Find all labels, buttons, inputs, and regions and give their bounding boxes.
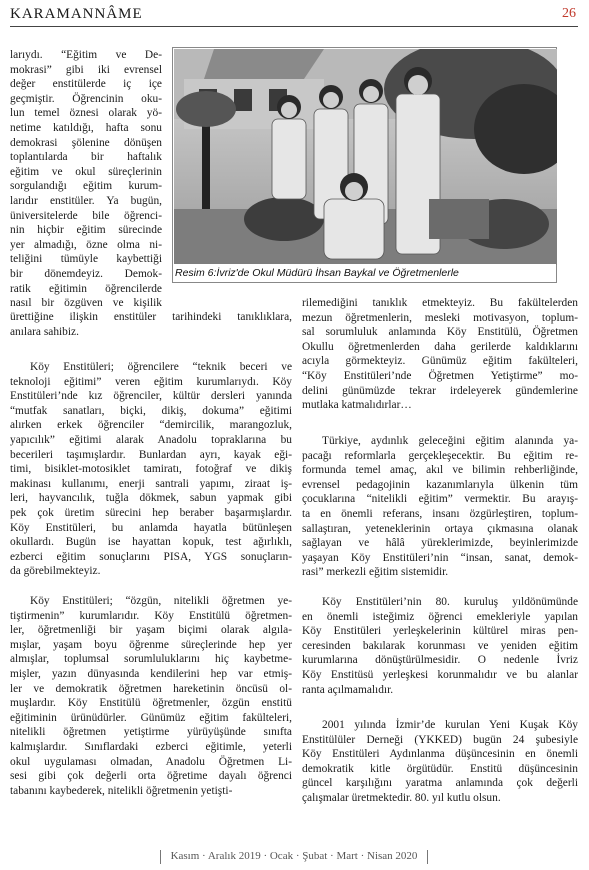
page-number: 26 <box>562 6 576 21</box>
text-line: ceresinden bakılarak korunması ve yeniden eğitim <box>302 639 578 652</box>
text-line: çalışmalar üretmektedir. 80. yıl kutlu olsun. <box>302 791 501 804</box>
left-paragraph-1-continued <box>10 310 292 339</box>
text-line: ürettiğine ilişkin enstitüler tarihindeki tanıklıklara, <box>10 311 292 323</box>
text-line: okul uygulaması olmadan, Anadolu Öğretmen Li- <box>10 755 292 768</box>
text-line: çocuklarına “nitelikli eğitim” vermektir. Bu arayış- <box>302 493 578 506</box>
text-line: formunda temel amaç, akıl ve bilimin rehberliğinde, <box>302 464 578 477</box>
text-line: becerileri taşımışlardır. Bunlardan ayrı, kayak eği- <box>10 448 292 461</box>
text-line: kurumlarına dönüştürülmesidir. O nedenle İvriz <box>302 654 578 667</box>
footer-divider-left <box>160 850 161 864</box>
text-line: “Köy Enstitüleri’nde Öğretmen Yetiştirme” mo- <box>302 369 578 382</box>
text-line: timi, bisiklet-motosiklet tamiratı, fotoğraf ve dikiş <box>10 463 292 476</box>
right-paragraph-2 <box>302 434 578 580</box>
text-line: eğitiminin ürünüdürler. Günümüz eğitim fakülteleri, <box>10 711 292 724</box>
text-line: da görebilmekteyiz. <box>10 565 101 578</box>
text-line: değer enstitülerde iç içe <box>10 78 162 91</box>
text-line: toplantılarda bir haftalık <box>10 151 162 164</box>
historical-photo <box>172 47 557 283</box>
photo-image <box>174 49 557 265</box>
footer-divider-right <box>427 850 428 864</box>
text-line: tabanını kaybederek, nitelikli öğretmenin yetişti- <box>10 784 233 797</box>
text-line: güncel karşılığını yaratma anlamında çok değerli <box>302 777 578 790</box>
text-line: tiştirmenin” kurumlarıdır. Köy Enstitülü öğretmen- <box>10 609 292 622</box>
text-line: larıdır enstitüler. Ya bugün, <box>10 194 162 207</box>
text-line: delini günümüzde tekrar irdeleyerek gündemlerine <box>302 384 578 397</box>
left-paragraph-1 <box>10 48 162 311</box>
text-line: Köy Enstitüleri; “özgün, nitelikli öğretmen ye- <box>30 595 292 607</box>
right-paragraph-1 <box>302 296 578 413</box>
text-line: ezberci eğitim sonuçlarını PISA, YGS sonuçların- <box>10 550 292 563</box>
text-line: yer almadığı, özne olma ni- <box>10 238 162 251</box>
text-line: netime katıldığı, hafta sonu <box>10 121 162 134</box>
text-line: pek çok üretim sürecini hep beraber başarmışlardır. <box>10 506 292 519</box>
text-line: ratik eğitimin öğrencilerde <box>10 282 162 295</box>
text-line: muşlardır. Köy Enstitülü öğretmenler, özgün enstitü <box>10 697 292 710</box>
text-line: Köy Enstitüleri’nin 80. kuruluş yıldönümünde <box>322 596 578 608</box>
text-line: bir dönemdeyiz. Demok- <box>10 267 162 280</box>
text-line: demokrasi şölenine dönüşen <box>10 136 162 149</box>
page-footer <box>160 850 428 864</box>
left-paragraph-2 <box>10 360 292 579</box>
text-line: Köy Enstitüleri, bu anlamda hayatla bütünleşen <box>10 521 292 534</box>
text-line: pacağı reformlarla gerçekleşecektir. Bu eğitim re- <box>302 449 578 462</box>
text-line: sesi gibi çok değerli orta öğretime dayalı öğrenci <box>10 770 292 783</box>
text-line: Enstitülüler Derneği (YKKED) bugün 24 şubesiyle <box>302 733 578 746</box>
text-line: ta en önemli referans, insanı özgürleştiren, toplum- <box>302 507 578 520</box>
text-line: demokratik kitle örgütüdür. Enstitü düşüncesinin <box>302 762 578 775</box>
header-divider <box>10 26 578 27</box>
text-line: mişler, yazın dünyasında kendilerini hep var etmiş- <box>10 667 292 680</box>
text-line: sal sorumluluk anlamında Köy Enstitülü, Öğretmen <box>302 326 578 339</box>
text-line: okullardı. Bugün ise hayattan kopuk, test ağırlıklı, <box>10 536 292 549</box>
text-line: nin hiçbir eğitim sürecinde <box>10 224 162 237</box>
text-line: anılara sahibiz. <box>10 325 79 338</box>
text-line: 2001 yılında İzmir’de kurulan Yeni Kuşak Köy <box>322 719 578 731</box>
text-line: Enstitüleri’nde kız öğrenciler, kültür dersleri yanında <box>10 390 292 403</box>
text-line: Okullu öğretmenlerden daha gerilerde kaldıklarını <box>302 340 578 353</box>
text-line: üniversitelerde bile öğrenci- <box>10 209 162 222</box>
text-line: almışlar, toplumsal sorumluluklarını hiç kaybetme- <box>10 653 292 666</box>
text-line: nasıl bir özgüven ve kişilik <box>10 297 162 310</box>
text-line: Köy Enstitüleri yerleşkelerinin kültürel miras pen- <box>302 625 578 638</box>
text-line: nitelikli öğretmen yetiştirme yürüyüşünde sınıfta <box>10 726 292 739</box>
text-line: Köy Enstitüsü yerleşkesi korunmalıdır ve bu alanlar <box>302 668 578 681</box>
text-line: sorgulandığı eğitim kurum- <box>10 180 162 193</box>
magazine-title: KARAMANNÂME <box>10 6 143 22</box>
text-line: kalmışlardır. Sınıflardaki ezberci eğitimle, yeterli <box>10 740 292 753</box>
text-line: mokrasi” gibi iki evrensel <box>10 63 162 76</box>
right-paragraph-3 <box>302 595 578 697</box>
text-line: ler, öğretmenliği bir yaşam biçimi olarak algıla- <box>10 624 292 637</box>
photo-caption: Resim 6:İvriz'de Okul Müdürü İhsan Baykal ve Öğretmenlerle <box>173 264 556 282</box>
text-line: sallaştıran, yeteneklerinin ortaya çıkmasına olanak <box>302 522 578 535</box>
text-line: ranta açılmamalıdır. <box>302 683 394 696</box>
text-line: larıydı. “Eğitim ve De- <box>10 49 162 61</box>
text-line: en önemli isteğimiz öğrenci emekleriyle yapılan <box>302 610 578 623</box>
text-line: Köy Enstitüleri Aydınlanma düşüncesinin en önemli <box>302 748 578 761</box>
text-line: acıyla görmekteyiz. Günümüz eğitim fakülteleri, <box>302 355 578 368</box>
text-line: lun temel öznesi olarak yö- <box>10 107 162 120</box>
right-paragraph-4 <box>302 718 578 806</box>
text-line: teknoloji eğitimi” veren eğitim kurumlarıydı. Köy <box>10 375 292 388</box>
text-line: eğitim ve okul süreçlerinin <box>10 165 162 178</box>
text-line: Köy Enstitüleri; öğrencilere “teknik beceri ve <box>30 361 292 373</box>
text-line: leri, hayvancılık, tuğla dökmek, sabun yapmak gibi <box>10 492 292 505</box>
text-line: yaşayan Köy Enstitüleri’nin “insan, sanat, demok- <box>302 551 578 564</box>
issue-dates: Kasım · Aralık 2019 · Ocak · Şubat · Mart · Nisan 2020 <box>170 850 418 862</box>
text-line: mutlaka katmalıdırlar… <box>302 399 412 412</box>
text-line: teliğini tümüyle kaybettiği <box>10 253 162 266</box>
text-line: geçmiştir. Öğrencinin oku- <box>10 92 162 105</box>
text-line: evrensel pedagojinin kazanımlarıyla ülkenin tüm <box>302 478 578 491</box>
text-line: mezun öğretmenlerin, mesleki motivasyon, toplum- <box>302 311 578 324</box>
text-line: rilemediğini tanıklık etmekteyiz. Bu fakültelerden <box>302 297 578 309</box>
text-line: yapıcılık” eğitimi alarak Anadolu topraklarına bu <box>10 433 292 446</box>
text-line: mışlar, yaşam boyu öğrenme süreçlerinde hep yer <box>10 638 292 651</box>
text-line: sağlayan ve hâlâ yüreklerimizde, beyinlerimizde <box>302 537 578 550</box>
text-line: ler ve demokratik öğretmen hareketinin öncüsü ol- <box>10 682 292 695</box>
text-line: alırken erkek öğrenciler “demircilik, marangozluk, <box>10 419 292 432</box>
left-paragraph-3 <box>10 594 292 798</box>
text-line: Türkiye, aydınlık geleceğini eğitim alanında ya- <box>322 435 578 447</box>
text-line: “mutfak sanatları, biçki, dikiş, dokuma” eğitimi <box>10 404 292 417</box>
text-line: makinası kullanımı, enerji santrali yapımı, ziraat iş- <box>10 477 292 490</box>
page-header <box>10 6 578 24</box>
text-line: rasi” merkezli eğitim sistemidir. <box>302 566 449 579</box>
